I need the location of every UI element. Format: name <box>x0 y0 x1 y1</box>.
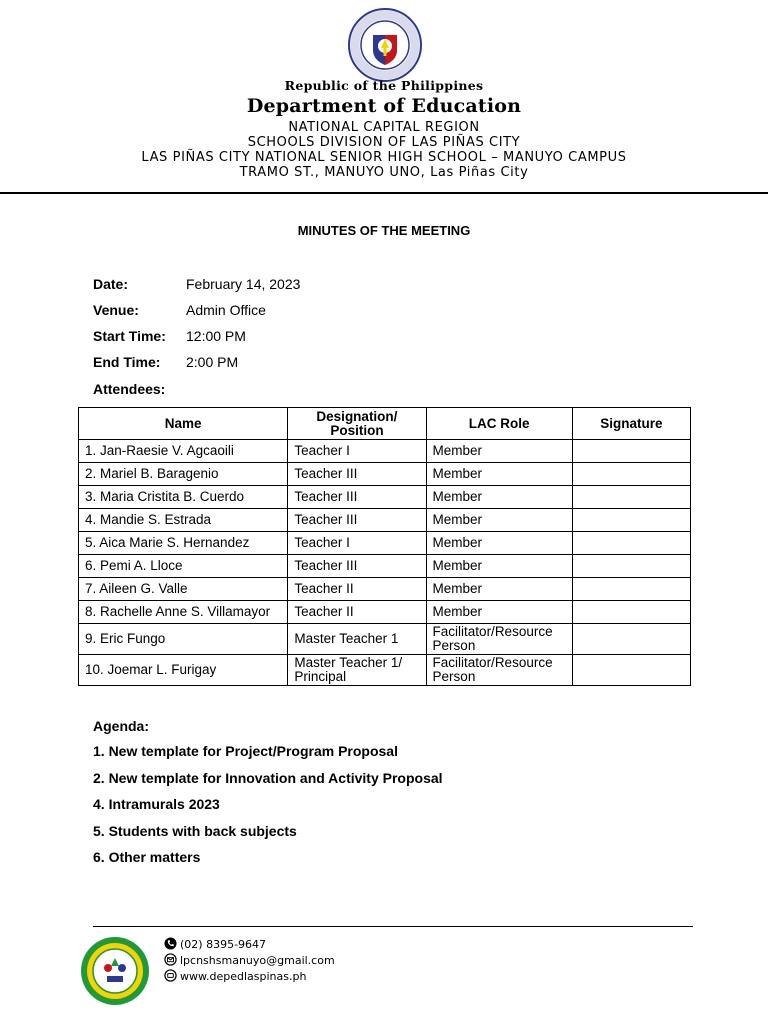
table-row <box>79 555 691 578</box>
attendee-position: Teacher I <box>288 532 426 555</box>
attendee-signature <box>572 440 690 463</box>
date-value: February 14, 2023 <box>186 276 301 292</box>
agenda-item: 2. New template for Innovation and Activity Proposal <box>93 769 443 786</box>
attendee-role: Member <box>426 463 572 486</box>
table-row <box>79 601 691 624</box>
table-row <box>79 578 691 601</box>
attendee-role: Member <box>426 601 572 624</box>
deped-seal-logo <box>348 8 422 82</box>
attendee-signature <box>572 655 690 686</box>
attendee-name: 3. Maria Cristita B. Cuerdo <box>79 486 288 509</box>
table-row <box>79 655 691 686</box>
header-lac-role: LAC Role <box>426 408 572 440</box>
end-time-label: End Time: <box>93 354 161 370</box>
agenda-item: 4. Intramurals 2023 <box>93 796 220 812</box>
attendee-name: 8. Rachelle Anne S. Villamayor <box>79 601 288 624</box>
attendee-role: Facilitator/Resource Person <box>426 624 572 655</box>
school-logo <box>80 936 150 1006</box>
attendee-signature <box>572 509 690 532</box>
globe-icon <box>164 969 177 982</box>
date-label: Date: <box>93 276 129 292</box>
table-row <box>79 486 691 509</box>
attendees-table <box>78 407 691 686</box>
attendee-name: 9. Eric Fungo <box>79 624 288 655</box>
attendee-signature <box>572 601 690 624</box>
table-row <box>79 532 691 555</box>
attendee-role: Member <box>426 532 572 555</box>
agenda-list <box>93 743 443 876</box>
start-time-label: Start Time: <box>93 328 166 344</box>
attendee-signature <box>572 463 690 486</box>
attendee-position: Teacher III <box>288 486 426 509</box>
attendee-name: 10. Joemar L. Furigay <box>79 655 288 686</box>
attendee-role: Member <box>426 486 572 509</box>
attendee-role: Member <box>426 509 572 532</box>
school-line: LAS PIÑAS CITY NATIONAL SENIOR HIGH SCHOOL – MANUYO CAMPUS <box>141 150 627 165</box>
attendee-role: Member <box>426 555 572 578</box>
attendee-name: 7. Aileen G. Valle <box>79 578 288 601</box>
attendee-signature <box>572 532 690 555</box>
website-text[interactable]: www.depedlaspinas.ph <box>180 970 307 983</box>
agenda-item: 1. New template for Project/Program Proposal <box>93 743 398 759</box>
table-row <box>79 440 691 463</box>
start-time-value: 12:00 PM <box>186 328 246 344</box>
republic-heading: Republic of the Philippines <box>284 78 484 93</box>
attendee-signature <box>572 486 690 509</box>
email-text[interactable]: lpcnshsmanuyo@gmail.com <box>180 954 335 967</box>
attendee-position: Teacher II <box>288 578 426 601</box>
attendee-role: Member <box>426 578 572 601</box>
attendee-position: Teacher III <box>288 463 426 486</box>
attendee-name: 6. Pemi A. Lloce <box>79 555 288 578</box>
end-time-value: 2:00 PM <box>186 354 239 370</box>
attendee-position: Master Teacher 1 <box>288 624 426 655</box>
phone-text: (02) 8395-9647 <box>180 938 267 951</box>
attendee-name: 5. Aica Marie S. Hernandez <box>79 532 288 555</box>
table-row <box>79 463 691 486</box>
agenda-heading: Agenda: <box>93 718 149 734</box>
email-icon <box>164 953 177 966</box>
attendee-position: Teacher III <box>288 555 426 578</box>
footer-website[interactable] <box>164 969 306 984</box>
attendee-position: Master Teacher 1/ Principal <box>288 655 426 686</box>
attendee-signature <box>572 578 690 601</box>
phone-icon <box>164 937 177 950</box>
attendee-signature <box>572 555 690 578</box>
header-signature: Signature <box>572 408 690 440</box>
attendee-name: 1. Jan-Raesie V. Agcaoili <box>79 440 288 463</box>
venue-value: Admin Office <box>186 302 266 318</box>
agenda-item: 6. Other matters <box>93 849 201 865</box>
attendee-position: Teacher I <box>288 440 426 463</box>
header-designation: Designation/ Position <box>288 408 426 440</box>
address-line: TRAMO ST., MANUYO UNO, Las Piñas City <box>239 165 529 180</box>
footer-email[interactable] <box>164 953 335 968</box>
attendee-signature <box>572 624 690 655</box>
attendee-name: 2. Mariel B. Baragenio <box>79 463 288 486</box>
attendee-name: 4. Mandie S. Estrada <box>79 509 288 532</box>
table-header-row <box>79 408 691 440</box>
division-line: SCHOOLS DIVISION OF LAS PIÑAS CITY <box>247 135 521 150</box>
attendee-position: Teacher II <box>288 601 426 624</box>
agenda-item: 5. Students with back subjects <box>93 822 297 839</box>
attendee-position: Teacher III <box>288 509 426 532</box>
table-row <box>79 509 691 532</box>
attendees-label: Attendees: <box>93 381 166 397</box>
footer-divider <box>93 926 693 927</box>
venue-label: Venue: <box>93 302 139 318</box>
header-divider <box>0 192 768 194</box>
table-row <box>79 624 691 655</box>
department-heading: Department of Education <box>246 95 522 117</box>
footer-phone <box>164 937 266 952</box>
attendee-role: Facilitator/Resource Person <box>426 655 572 686</box>
attendee-role: Member <box>426 440 572 463</box>
header-name: Name <box>79 408 288 440</box>
region-line: NATIONAL CAPITAL REGION <box>288 120 480 135</box>
document-title: MINUTES OF THE MEETING <box>297 223 471 238</box>
